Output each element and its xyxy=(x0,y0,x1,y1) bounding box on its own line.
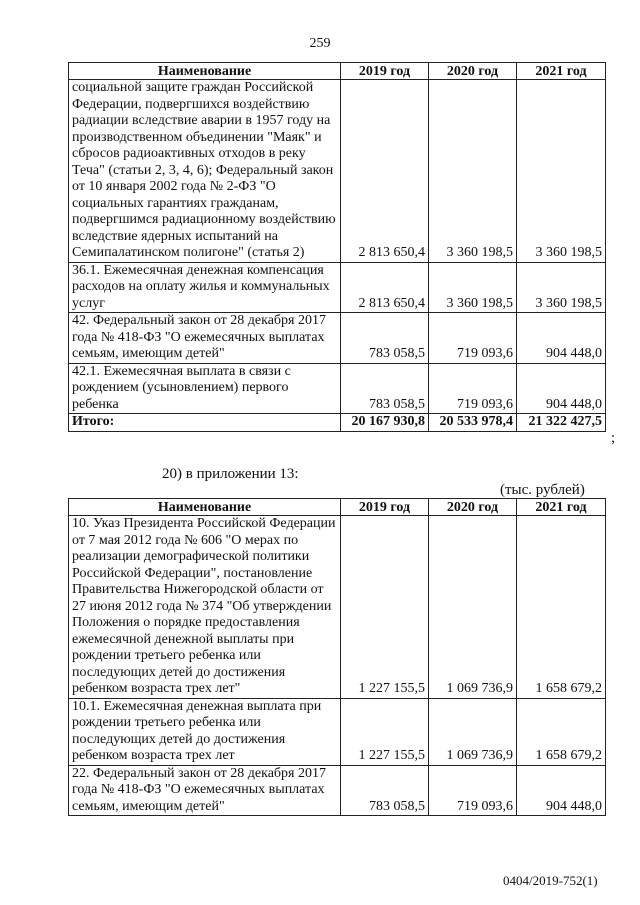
row-name: 42.1. Ежемесячная выплата в связи с рождением (усыновлением) первого ребенка xyxy=(69,363,341,414)
row-value-2019: 1 227 155,5 xyxy=(341,516,429,699)
row-value-2021: 3 360 198,5 xyxy=(517,262,606,313)
total-row xyxy=(69,414,606,432)
appropriations-table-continued xyxy=(68,62,606,432)
total-value-2019: 20 167 930,8 xyxy=(341,414,429,432)
header-name: Наименование xyxy=(69,63,341,80)
header-name: Наименование xyxy=(69,499,341,516)
table-row xyxy=(69,313,606,364)
table-row xyxy=(69,262,606,313)
row-value-2020: 3 360 198,5 xyxy=(429,80,517,263)
table-row xyxy=(69,80,606,263)
table-row xyxy=(69,516,606,699)
row-name: 42. Федеральный закон от 28 декабря 2017 года № 418-ФЗ "О ежемесячных выплатах семьям, имеющим детей" xyxy=(69,313,341,364)
row-value-2020: 719 093,6 xyxy=(429,765,517,816)
total-label: Итого: xyxy=(69,414,341,432)
row-value-2019: 2 813 650,4 xyxy=(341,262,429,313)
row-name: 36.1. Ежемесячная денежная компенсация расходов на оплату жилья и коммунальных услуг xyxy=(69,262,341,313)
trailing-semicolon: ; xyxy=(611,430,616,446)
total-value-2021: 21 322 427,5 xyxy=(517,414,606,432)
row-value-2019: 2 813 650,4 xyxy=(341,80,429,263)
header-2020: 2020 год xyxy=(429,499,517,516)
row-value-2021: 3 360 198,5 xyxy=(517,80,606,263)
row-value-2019: 1 227 155,5 xyxy=(341,698,429,765)
row-value-2020: 719 093,6 xyxy=(429,363,517,414)
row-value-2019: 783 058,5 xyxy=(341,363,429,414)
row-name: 10.1. Ежемесячная денежная выплата при рождении третьего ребенка или последующих детей до достижения ребенком возраста трех лет xyxy=(69,698,341,765)
row-name: 22. Федеральный закон от 28 декабря 2017 года № 418-ФЗ "О ежемесячных выплатах семьям, имеющим детей" xyxy=(69,765,341,816)
header-2019: 2019 год xyxy=(341,63,429,80)
row-value-2019: 783 058,5 xyxy=(341,313,429,364)
row-name: 10. Указ Президента Российской Федерации от 7 мая 2012 года № 606 "О мерах по реализации демографической политики Российской Федерации", постановление Правительства Нижегородской области от 27 июня 2012 года № 374 "Об утверждении Положения о порядке предоставления ежемесячной денежной выплаты при рождении третьего ребенка или последующих детей до достижения ребенком возраста трех лет" xyxy=(69,516,341,699)
table-row xyxy=(69,765,606,816)
appendix-13-table xyxy=(68,498,606,816)
row-value-2021: 1 658 679,2 xyxy=(517,698,606,765)
row-value-2021: 1 658 679,2 xyxy=(517,516,606,699)
table-header-row xyxy=(69,63,606,80)
row-value-2021: 904 448,0 xyxy=(517,363,606,414)
table-header-row xyxy=(69,499,606,516)
header-2020: 2020 год xyxy=(429,63,517,80)
section-intro: 20) в приложении 13: xyxy=(162,466,299,482)
row-value-2021: 904 448,0 xyxy=(517,765,606,816)
document-code: 0404/2019-752(1) xyxy=(503,873,598,888)
header-2021: 2021 год xyxy=(517,499,606,516)
total-value-2020: 20 533 978,4 xyxy=(429,414,517,432)
header-2019: 2019 год xyxy=(341,499,429,516)
row-value-2020: 719 093,6 xyxy=(429,313,517,364)
page-number: 259 xyxy=(309,36,331,51)
row-value-2019: 783 058,5 xyxy=(341,765,429,816)
row-value-2020: 3 360 198,5 xyxy=(429,262,517,313)
header-2021: 2021 год xyxy=(517,63,606,80)
row-name: социальной защите граждан Российской Федерации, подвергшихся воздействию радиации вследствие аварии в 1957 году на производственном объединении "Маяк" и сбросов радиоактивных отходов в реку Теча" (статьи 2, 3, 4, 6); Федеральный закон от 10 января 2002 года № 2-ФЗ "О социальных гарантиях гражданам, подвергшимся радиационному воздействию вследствие ядерных испытаний на Семипалатинском полигоне" (статья 2) xyxy=(69,80,341,263)
row-value-2020: 1 069 736,9 xyxy=(429,516,517,699)
row-value-2021: 904 448,0 xyxy=(517,313,606,364)
row-value-2020: 1 069 736,9 xyxy=(429,698,517,765)
table-row xyxy=(69,698,606,765)
table-row xyxy=(69,363,606,414)
units-note: (тыс. рублей) xyxy=(500,482,585,498)
